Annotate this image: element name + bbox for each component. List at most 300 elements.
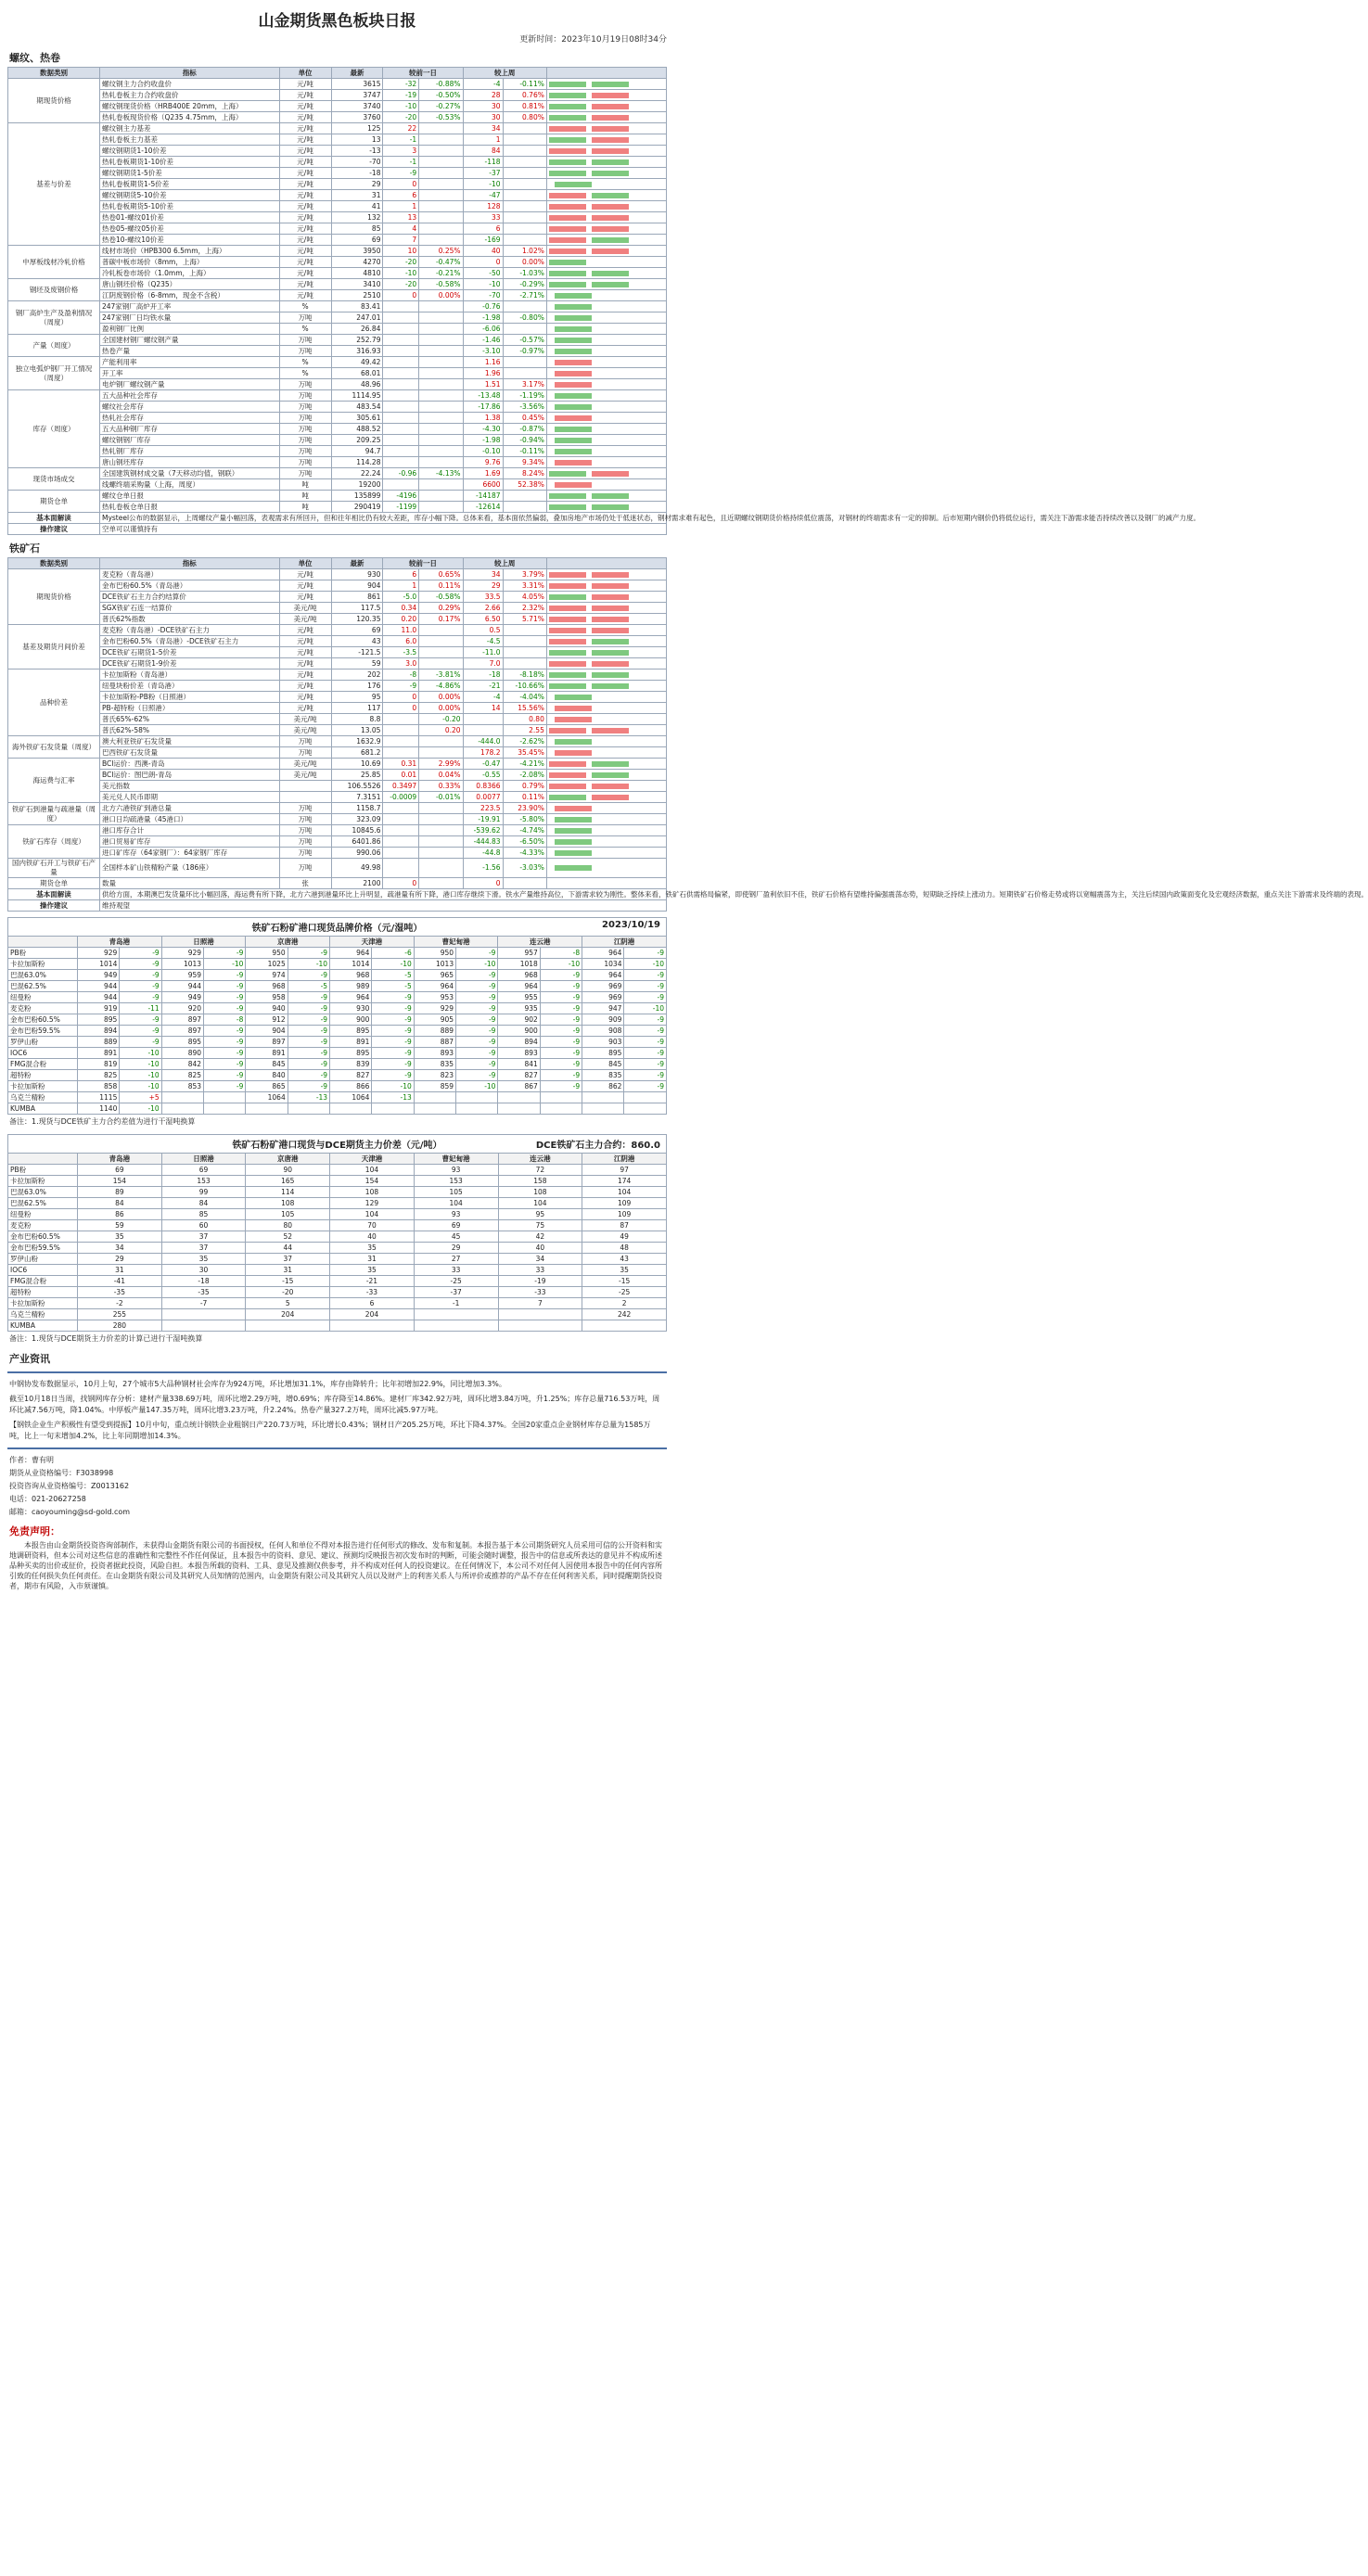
row-change-bars xyxy=(546,803,666,814)
row-week-change: 0 xyxy=(463,878,503,889)
table-row xyxy=(8,246,667,257)
row-latest: 22.24 xyxy=(331,468,383,479)
row-week-change: -0.55 xyxy=(463,770,503,781)
basis-title xyxy=(7,1134,667,1153)
week-change-bar xyxy=(555,338,592,343)
row-week-change-pct: 8.24% xyxy=(503,468,546,479)
row-change-bars xyxy=(546,446,666,457)
price-cell xyxy=(330,1103,372,1115)
row-change-bars xyxy=(546,747,666,759)
price-change-cell: -9 xyxy=(372,1014,414,1026)
header-indicator: 指标 xyxy=(99,558,279,569)
table-row xyxy=(8,101,667,112)
row-day-change: -9 xyxy=(383,681,419,692)
row-unit: 万吨 xyxy=(279,736,331,747)
basis-cell: 174 xyxy=(582,1176,667,1187)
price-cell: 891 xyxy=(330,1037,372,1048)
row-latest: 3740 xyxy=(331,101,383,112)
week-change-bar xyxy=(555,382,592,388)
week-change-bar xyxy=(592,271,629,276)
row-unit: 元/吨 xyxy=(279,190,331,201)
day-change-bar xyxy=(549,204,586,210)
basis-cell xyxy=(582,1320,667,1332)
price-cell: 964 xyxy=(330,992,372,1003)
row-change-bars xyxy=(546,290,666,301)
row-day-change: -1 xyxy=(383,134,419,146)
day-change-bar xyxy=(549,784,586,789)
basis-cell: 104 xyxy=(330,1165,415,1176)
price-cell: 895 xyxy=(330,1048,372,1059)
row-day-change: 4 xyxy=(383,223,419,235)
row-change-bars xyxy=(546,592,666,603)
price-change-cell: -9 xyxy=(288,1059,329,1070)
row-week-change xyxy=(463,725,503,736)
price-cell: 897 xyxy=(161,1014,203,1026)
contact-email[interactable]: 邮箱：caoyouming@sd-gold.com xyxy=(9,1508,131,1516)
price-change-cell: -9 xyxy=(624,992,667,1003)
table-row xyxy=(8,379,667,390)
basis-cell: 255 xyxy=(78,1309,162,1320)
price-cell: 842 xyxy=(161,1059,203,1070)
price-change-cell: -9 xyxy=(456,1014,498,1026)
fundamentals-text: 供给方面，本期澳巴发货量环比小幅回落，海运费有所下降，北方六港到港量环比上升明显，疏港量有所下降，港口库存继续下滑。铁水产量维持高位，下游需求较为刚性。整体来看，铁矿石供需格局偏紧，即使钢厂盈利依旧不佳，铁矿石价格有望维持偏强震荡态势，短期缺乏持续上涨动力。短期铁矿石价格走势或将以宽幅震荡为主，关注后续国内政策面变化及宏观经济数据，重点关注下游需求及终端的表现。 xyxy=(99,889,666,900)
row-change-bars xyxy=(546,268,666,279)
row-week-change: 6 xyxy=(463,223,503,235)
row-indicator: 五大品种钢厂库存 xyxy=(99,424,279,435)
week-change-bar xyxy=(592,226,629,232)
row-week-change-pct: -2.71% xyxy=(503,290,546,301)
row-indicator: 全国建材钢厂螺纹钢产量 xyxy=(99,335,279,346)
table-row xyxy=(8,625,667,636)
row-week-change: -37 xyxy=(463,168,503,179)
day-change-bar xyxy=(549,93,586,98)
price-change-cell: -10 xyxy=(456,1081,498,1092)
row-change-bars xyxy=(546,201,666,212)
price-change-cell: -9 xyxy=(372,1070,414,1081)
row-day-change xyxy=(383,836,419,848)
ore-section-title: 铁矿石 xyxy=(9,542,40,555)
price-cell: 835 xyxy=(414,1059,455,1070)
header-empty xyxy=(8,1154,78,1165)
price-cell: 891 xyxy=(78,1048,120,1059)
row-latest: 13 xyxy=(331,134,383,146)
row-day-change: 6 xyxy=(383,190,419,201)
row-week-change-pct: -4.33% xyxy=(503,848,546,859)
table-row xyxy=(8,878,667,889)
basis-cell: -15 xyxy=(582,1276,667,1287)
row-week-change: 0 xyxy=(463,257,503,268)
table-row xyxy=(8,1081,667,1092)
week-change-bar xyxy=(555,828,592,834)
price-cell xyxy=(161,1103,203,1115)
row-week-change-pct: 2.55 xyxy=(503,725,546,736)
week-change-bar xyxy=(592,204,629,210)
price-change-cell: -9 xyxy=(120,1014,161,1026)
ore-brand-name: 巴混62.5% xyxy=(8,1198,78,1209)
row-change-bars xyxy=(546,235,666,246)
row-day-change-pct xyxy=(419,736,463,747)
basis-cell: 44 xyxy=(246,1243,330,1254)
price-change-cell xyxy=(204,1103,246,1115)
port-header: 曹妃甸港 xyxy=(414,1154,498,1165)
week-change-bar xyxy=(592,683,629,689)
table-row xyxy=(8,168,667,179)
row-unit: 元/吨 xyxy=(279,146,331,157)
basis-cell: 35 xyxy=(582,1265,667,1276)
table-row xyxy=(8,134,667,146)
row-indicator: 热卷10-螺纹10价差 xyxy=(99,235,279,246)
row-week-change: 9.76 xyxy=(463,457,503,468)
row-indicator: 数量 xyxy=(99,878,279,889)
week-change-bar xyxy=(592,572,629,578)
row-week-change: 1.51 xyxy=(463,379,503,390)
row-week-change: 34 xyxy=(463,123,503,134)
price-cell: 949 xyxy=(78,970,120,981)
basis-cell: 40 xyxy=(330,1231,415,1243)
price-cell: 1014 xyxy=(330,959,372,970)
day-change-bar xyxy=(549,148,586,154)
basis-cell: 69 xyxy=(161,1165,246,1176)
price-cell: 894 xyxy=(78,1026,120,1037)
price-change-cell: -9 xyxy=(624,981,667,992)
price-change-cell: -10 xyxy=(120,1081,161,1092)
row-unit xyxy=(279,792,331,803)
week-change-bar xyxy=(592,772,629,778)
row-unit: % xyxy=(279,368,331,379)
row-change-bars xyxy=(546,491,666,502)
row-day-change xyxy=(383,379,419,390)
row-latest: 323.09 xyxy=(331,814,383,825)
row-category: 基差与价差 xyxy=(8,123,100,246)
row-week-change-pct: 3.31% xyxy=(503,580,546,592)
price-cell: 944 xyxy=(161,981,203,992)
row-category: 库存（周度） xyxy=(8,390,100,468)
table-row xyxy=(8,346,667,357)
week-change-bar xyxy=(555,750,592,756)
basis-cell: -35 xyxy=(161,1287,246,1298)
port-header: 青岛港 xyxy=(78,1154,162,1165)
week-change-bar xyxy=(592,761,629,767)
table-row xyxy=(8,424,667,435)
price-change-cell: -9 xyxy=(288,1037,329,1048)
price-cell: 957 xyxy=(498,948,540,959)
table-row xyxy=(8,390,667,402)
row-week-change-pct: 2.32% xyxy=(503,603,546,614)
row-latest: 3950 xyxy=(331,246,383,257)
fundamentals-row xyxy=(8,889,667,900)
row-category: 基差及期货月间价差 xyxy=(8,625,100,670)
basis-title-text: 铁矿石粉矿港口现货与DCE期货主力价差（元/吨） xyxy=(232,1141,442,1151)
day-change-bar xyxy=(549,772,586,778)
row-unit: 元/吨 xyxy=(279,246,331,257)
price-cell: 968 xyxy=(246,981,288,992)
week-change-bar xyxy=(592,606,629,611)
row-indicator: 全国样本矿山铁精粉产量（186座） xyxy=(99,859,279,878)
price-cell: 887 xyxy=(414,1037,455,1048)
ore-table xyxy=(7,557,1368,912)
row-day-change-pct xyxy=(419,402,463,413)
price-cell: 969 xyxy=(582,981,624,992)
row-change-bars xyxy=(546,681,666,692)
row-week-change: 1.69 xyxy=(463,468,503,479)
row-change-bars xyxy=(546,692,666,703)
row-indicator: 热轧卷板期货5-10价差 xyxy=(99,201,279,212)
day-change-bar xyxy=(549,572,586,578)
row-indicator: 热轧社会库存 xyxy=(99,413,279,424)
row-category: 独立电弧炉钢厂开工情况（周度） xyxy=(8,357,100,390)
price-change-cell: -9 xyxy=(372,1048,414,1059)
ore-brand-name: 卡拉加斯粉 xyxy=(8,1298,78,1309)
basis-cell: 87 xyxy=(582,1220,667,1231)
row-day-change-pct xyxy=(419,435,463,446)
table-row xyxy=(8,747,667,759)
row-latest: 209.25 xyxy=(331,435,383,446)
row-unit: 万吨 xyxy=(279,390,331,402)
price-change-cell: -13 xyxy=(372,1092,414,1103)
table-row xyxy=(8,647,667,658)
table-row xyxy=(8,703,667,714)
row-latest: 3760 xyxy=(331,112,383,123)
row-day-change xyxy=(383,390,419,402)
basis-cell: 104 xyxy=(330,1209,415,1220)
row-week-change-pct xyxy=(503,658,546,670)
row-indicator: 普碳中板市场价（8mm，上海） xyxy=(99,257,279,268)
row-indicator: 热轧钢厂库存 xyxy=(99,446,279,457)
table-row xyxy=(8,1187,667,1198)
row-day-change: -20 xyxy=(383,279,419,290)
row-week-change: 2.66 xyxy=(463,603,503,614)
table-row xyxy=(8,1309,667,1320)
table-row xyxy=(8,457,667,468)
table-row xyxy=(8,1198,667,1209)
day-change-bar xyxy=(549,594,586,600)
row-day-change: -5.0 xyxy=(383,592,419,603)
basis-cell: 280 xyxy=(78,1320,162,1332)
basis-cell: 7 xyxy=(498,1298,582,1309)
basis-cell xyxy=(414,1320,498,1332)
price-change-cell: +5 xyxy=(120,1092,161,1103)
price-change-cell: -9 xyxy=(204,1037,246,1048)
price-cell xyxy=(246,1103,288,1115)
day-change-bar xyxy=(549,271,586,276)
row-change-bars xyxy=(546,390,666,402)
row-day-change: -20 xyxy=(383,257,419,268)
fundamentals-text: Mysteel公布的数据显示，上周螺纹产量小幅回落，表观需求有所回升，但和往年相比仍有较大差距，库存小幅下降。总体来看，基本面依然偏弱，叠加房地产市场仍处于低迷状态，钢材需求难有起色，且近期螺纹钢期货价格持续低位震荡，对钢材的终端需求有一定的抑制。后市短期内钢价仍将低位运行，需关注下游需求能否持续改善以及钢厂的减产力度。 xyxy=(99,513,666,524)
row-change-bars xyxy=(546,335,666,346)
row-latest: 69 xyxy=(331,235,383,246)
table-row xyxy=(8,368,667,379)
update-time: 更新时间：2023年10月19日08时34分 xyxy=(519,35,667,45)
table-row xyxy=(8,759,667,770)
row-day-change xyxy=(383,446,419,457)
price-cell: 891 xyxy=(246,1048,288,1059)
row-day-change-pct xyxy=(419,335,463,346)
row-day-change xyxy=(383,402,419,413)
row-latest: -70 xyxy=(331,157,383,168)
row-day-change-pct: -0.58% xyxy=(419,592,463,603)
price-change-cell: -9 xyxy=(624,1070,667,1081)
row-day-change-pct xyxy=(419,301,463,312)
basis-cell: -37 xyxy=(414,1287,498,1298)
row-indicator: 热轧卷板现货价格（Q235 4.75mm，上海） xyxy=(99,112,279,123)
row-category: 中厚板线材冷轧价格 xyxy=(8,246,100,279)
row-day-change-pct: -0.53% xyxy=(419,112,463,123)
basis-cell: 153 xyxy=(414,1176,498,1187)
price-cell: 825 xyxy=(78,1070,120,1081)
price-cell xyxy=(498,1103,540,1115)
price-cell xyxy=(582,1103,624,1115)
price-cell: 947 xyxy=(582,1003,624,1014)
ore-brand-name: 罗伊山粉 xyxy=(8,1037,78,1048)
row-day-change-pct xyxy=(419,390,463,402)
table-row xyxy=(8,1026,667,1037)
row-week-change-pct xyxy=(503,190,546,201)
row-unit: % xyxy=(279,301,331,312)
row-day-change-pct xyxy=(419,747,463,759)
price-change-cell: -9 xyxy=(540,1014,582,1026)
row-change-bars xyxy=(546,580,666,592)
basis-cell: 29 xyxy=(414,1243,498,1254)
row-day-change: 22 xyxy=(383,123,419,134)
basis-cell xyxy=(161,1320,246,1332)
row-week-change: -13.48 xyxy=(463,390,503,402)
row-indicator: 美元兑人民币即期 xyxy=(99,792,279,803)
row-week-change: 84 xyxy=(463,146,503,157)
row-unit: 万吨 xyxy=(279,859,331,878)
basis-cell: 158 xyxy=(498,1176,582,1187)
row-day-change xyxy=(383,479,419,491)
row-week-change: -118 xyxy=(463,157,503,168)
row-day-change-pct xyxy=(419,379,463,390)
row-change-bars xyxy=(546,212,666,223)
row-change-bars xyxy=(546,703,666,714)
table-row xyxy=(8,1092,667,1103)
row-day-change: 0.20 xyxy=(383,614,419,625)
row-week-change-pct: 35.45% xyxy=(503,747,546,759)
row-indicator: DCE铁矿石期货1-5价差 xyxy=(99,647,279,658)
row-latest: 120.35 xyxy=(331,614,383,625)
row-unit: 万吨 xyxy=(279,814,331,825)
price-change-cell xyxy=(624,1103,667,1115)
week-change-bar xyxy=(555,315,592,321)
row-week-change: -11.0 xyxy=(463,647,503,658)
ore-brand-name: 巴混63.0% xyxy=(8,970,78,981)
row-week-change: 1.38 xyxy=(463,413,503,424)
row-day-change-pct: -4.86% xyxy=(419,681,463,692)
basis-cell: 165 xyxy=(246,1176,330,1187)
table-row xyxy=(8,1287,667,1298)
price-cell xyxy=(414,1092,455,1103)
row-indicator: 北方六港铁矿到港总量 xyxy=(99,803,279,814)
price-cell: 929 xyxy=(78,948,120,959)
table-row xyxy=(8,1003,667,1014)
week-change-bar xyxy=(592,628,629,633)
table-row xyxy=(8,959,667,970)
row-indicator: 螺纹钢期货5-10价差 xyxy=(99,190,279,201)
basis-cell: 97 xyxy=(582,1165,667,1176)
row-indicator: 螺纹社会库存 xyxy=(99,402,279,413)
price-change-cell: -13 xyxy=(288,1092,329,1103)
row-day-change-pct: -0.58% xyxy=(419,279,463,290)
row-indicator: 五大品种社会库存 xyxy=(99,390,279,402)
price-change-cell xyxy=(456,1092,498,1103)
row-change-bars xyxy=(546,502,666,513)
row-latest: 26.84 xyxy=(331,324,383,335)
table-row xyxy=(8,981,667,992)
row-week-change: 6600 xyxy=(463,479,503,491)
table-row xyxy=(8,90,667,101)
price-cell: 827 xyxy=(498,1070,540,1081)
row-day-change: 0.31 xyxy=(383,759,419,770)
row-indicator: 线螺终端采购量（上海，周度） xyxy=(99,479,279,491)
row-day-change-pct xyxy=(419,157,463,168)
row-day-change xyxy=(383,814,419,825)
brand-price-date: 2023/10/19 xyxy=(602,920,660,930)
row-change-bars xyxy=(546,379,666,390)
table-row xyxy=(8,468,667,479)
port-header: 连云港 xyxy=(498,937,582,948)
row-latest: 176 xyxy=(331,681,383,692)
price-change-cell xyxy=(540,1103,582,1115)
row-week-change-pct: -3.56% xyxy=(503,402,546,413)
row-change-bars xyxy=(546,168,666,179)
basis-cell xyxy=(414,1309,498,1320)
row-unit: 元/吨 xyxy=(279,90,331,101)
row-change-bars xyxy=(546,825,666,836)
price-change-cell: -9 xyxy=(204,992,246,1003)
row-change-bars xyxy=(546,670,666,681)
row-day-change-pct xyxy=(419,223,463,235)
week-change-bar xyxy=(592,249,629,254)
row-week-change-pct xyxy=(503,636,546,647)
price-cell: 866 xyxy=(330,1081,372,1092)
price-cell: 900 xyxy=(498,1026,540,1037)
basis-cell: 27 xyxy=(414,1254,498,1265)
ore-brand-name: 乌克兰精粉 xyxy=(8,1309,78,1320)
row-unit: 美元/吨 xyxy=(279,770,331,781)
row-latest: 68.01 xyxy=(331,368,383,379)
row-indicator: 金布巴粉60.5%（青岛港）-DCE铁矿石主力 xyxy=(99,636,279,647)
row-week-change: 33 xyxy=(463,212,503,223)
price-cell: 845 xyxy=(582,1059,624,1070)
price-change-cell: -9 xyxy=(456,1059,498,1070)
basis-cell: 109 xyxy=(582,1198,667,1209)
ore-brand-name: 巴混62.5% xyxy=(8,981,78,992)
table-row xyxy=(8,1176,667,1187)
row-week-change: -539.62 xyxy=(463,825,503,836)
row-week-change-pct xyxy=(503,157,546,168)
price-cell: 955 xyxy=(498,992,540,1003)
row-change-bars xyxy=(546,223,666,235)
row-unit: 元/吨 xyxy=(279,101,331,112)
row-indicator: 港口贸易矿库存 xyxy=(99,836,279,848)
header-latest: 最新 xyxy=(331,558,383,569)
price-cell: 893 xyxy=(498,1048,540,1059)
row-latest: 8.8 xyxy=(331,714,383,725)
row-day-change-pct xyxy=(419,836,463,848)
row-day-change: -32 xyxy=(383,79,419,90)
row-day-change-pct: 0.29% xyxy=(419,603,463,614)
row-day-change-pct xyxy=(419,625,463,636)
week-change-bar xyxy=(592,650,629,656)
table-row xyxy=(8,1231,667,1243)
row-week-change-pct xyxy=(503,134,546,146)
row-indicator: 热轧卷板主力合约收盘价 xyxy=(99,90,279,101)
header-day-change: 较前一日 xyxy=(383,68,463,79)
ore-brand-name: 麦克粉 xyxy=(8,1220,78,1231)
basis-cell: -41 xyxy=(78,1276,162,1287)
advice-label: 操作建议 xyxy=(8,900,100,912)
